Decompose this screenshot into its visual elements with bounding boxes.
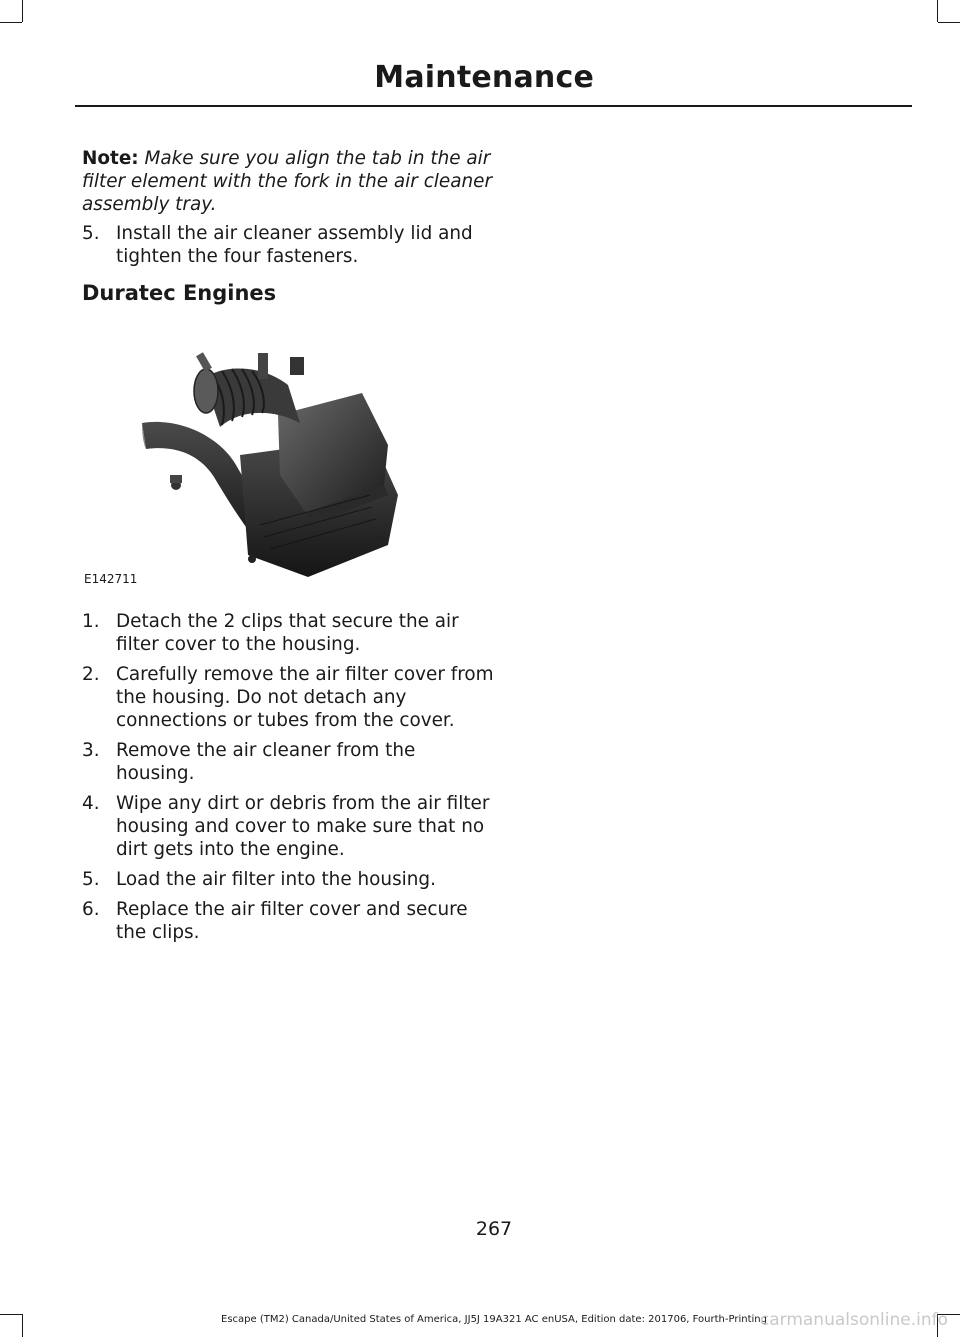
step-text: Detach the 2 clips that secure the air filter cover to the housing. xyxy=(116,611,459,655)
figure-id: E142711 xyxy=(84,572,138,586)
list-item xyxy=(82,868,494,891)
step-text: Carefully remove the air filter cover from the housing. Do not detach any connections or tubes from the cover. xyxy=(116,664,494,731)
step-text: Install the air cleaner assembly lid and tighten the four fasteners. xyxy=(116,223,473,267)
step-number: 6. xyxy=(82,899,100,920)
note-paragraph xyxy=(82,147,494,216)
crop-mark-top-right-v xyxy=(937,0,938,22)
note-label: Note: xyxy=(82,148,139,169)
step-number: 4. xyxy=(82,793,100,814)
list-item xyxy=(82,663,494,732)
crop-mark-top-left-v xyxy=(22,0,23,22)
crop-mark-top-left xyxy=(0,22,22,23)
list-item xyxy=(82,792,494,861)
watermark[interactable]: carmanualsonline.info xyxy=(759,1310,948,1330)
list-item xyxy=(82,222,494,268)
step-number: 1. xyxy=(82,611,100,632)
page-number: 267 xyxy=(475,1218,513,1240)
note-text: Make sure you align the tab in the air filter element with the fork in the air cleaner assembly tray. xyxy=(82,148,493,215)
steps-list-a xyxy=(82,222,494,275)
list-item xyxy=(82,898,494,944)
list-item xyxy=(82,610,494,656)
footer-edition-info: Escape (TM2) Canada/United States of America, JJ5J 19A321 AC enUSA, Edition date: 201706, Fourth-Printing xyxy=(221,1314,767,1325)
step-number: 5. xyxy=(82,223,100,244)
step-text: Remove the air cleaner from the housing. xyxy=(116,740,416,784)
list-item xyxy=(82,739,494,785)
steps-list-b xyxy=(82,610,494,951)
step-text: Replace the air filter cover and secure the clips. xyxy=(116,899,468,943)
step-text: Load the air filter into the housing. xyxy=(116,869,436,890)
step-number: 3. xyxy=(82,740,100,761)
step-number: 5. xyxy=(82,869,100,890)
step-text: Wipe any dirt or debris from the air filter housing and cover to make sure that no dirt gets into the engine. xyxy=(116,793,490,860)
air-filter-housing-illustration xyxy=(140,345,402,583)
page-title: Maintenance xyxy=(374,60,594,95)
section-heading: Duratec Engines xyxy=(82,281,277,305)
header-divider xyxy=(75,105,912,107)
step-number: 2. xyxy=(82,664,100,685)
crop-mark-top-right xyxy=(938,22,960,23)
